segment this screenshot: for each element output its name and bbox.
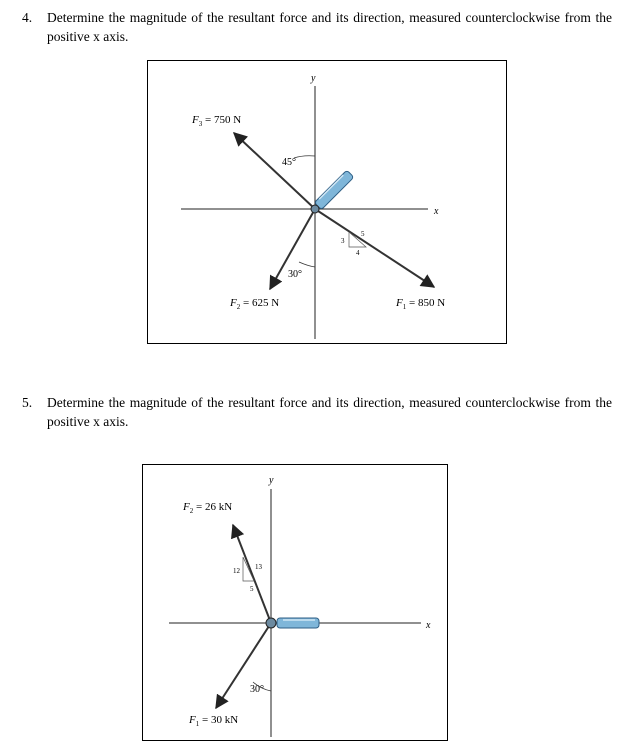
problem-number: 4.: [22, 10, 33, 25]
force-f1-arrow: [216, 623, 271, 708]
force-f3-arrow: [234, 133, 315, 209]
slope-triangle: [243, 557, 254, 581]
slope-4-label: 4: [356, 249, 360, 257]
slope-5-label: 5: [250, 585, 254, 593]
y-axis-label: y: [269, 475, 274, 486]
force-f2-label: $F_2 = 26$ kN: [183, 501, 233, 515]
slope-13-label: 13: [255, 563, 262, 571]
slope-12-label: 12: [233, 567, 240, 575]
angle-30-label: 30°: [250, 684, 264, 695]
force-f1-arrow: [315, 209, 434, 287]
x-axis-label: x: [426, 620, 431, 631]
pin-joint: [311, 205, 319, 213]
force-diagram-4: [148, 61, 506, 343]
force-f1-label: $F_1 = 30$ kN: [189, 714, 239, 728]
problem-5: [22, 393, 612, 431]
slope-5-label: 5: [361, 230, 365, 238]
angle-arc-45: [294, 156, 315, 158]
angle-arc-30: [299, 262, 315, 267]
angle-30-label: 30°: [288, 269, 302, 280]
member-rod: [314, 170, 354, 210]
force-f2-label: $F_2 = 625$ N: [230, 297, 280, 311]
figure-problem-4: [147, 60, 507, 344]
angle-45-label: 45°: [282, 157, 296, 168]
problem-number: 5.: [22, 395, 33, 410]
pin-joint: [266, 618, 276, 628]
force-diagram-5: [143, 465, 447, 740]
slope-3-label: 3: [341, 237, 345, 245]
y-axis-label: y: [311, 73, 316, 84]
force-f1-label: $F_1 = 850$ N: [396, 297, 446, 311]
problem-4: [22, 8, 612, 46]
figure-problem-5: [142, 464, 448, 741]
x-axis-label: x: [434, 206, 439, 217]
force-f3-label: $F_3 = 750$ N: [192, 114, 242, 128]
problem-statement: Determine the magnitude of the resultant force and its direction, measured counterclockwise from the positive x axis.: [47, 10, 612, 44]
problem-statement: Determine the magnitude of the resultant force and its direction, measured counterclockwise from the positive x axis.: [47, 395, 612, 429]
